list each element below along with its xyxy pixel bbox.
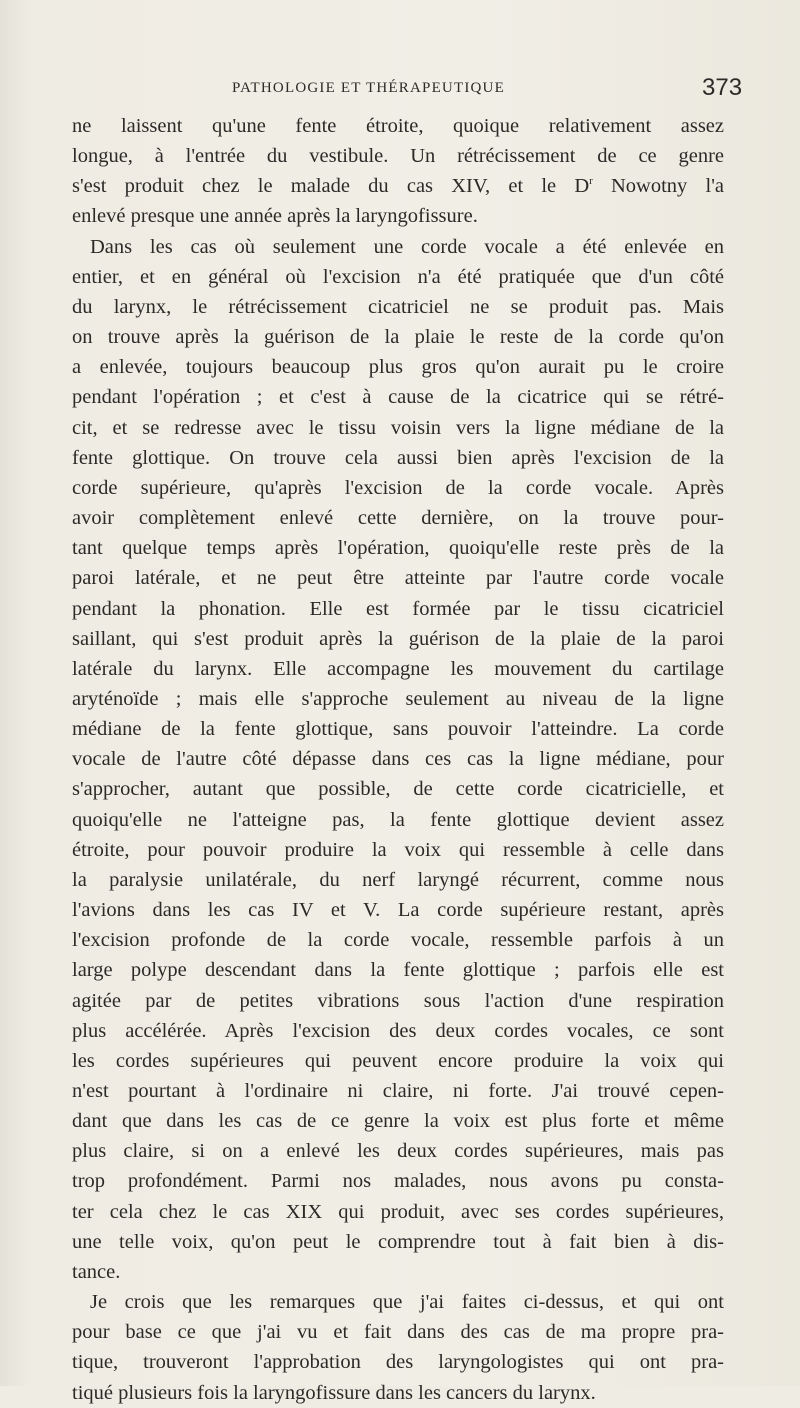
text-line: plus claire, si on a enlevé les deux cordes supérieures, mais pas (72, 1140, 724, 1163)
running-title: PATHOLOGIE ET THÉRAPEUTIQUE (232, 80, 505, 96)
text-line: cit, et se redresse avec le tissu voisin vers la ligne médiane de la (72, 416, 724, 439)
text-fragment: s'est produit chez le malade du cas XIV, et le D (72, 175, 590, 198)
text-line: quoiqu'elle ne l'atteigne pas, la fente glottique devient assez (72, 808, 724, 831)
text-line: ter cela chez le cas XIX qui produit, avec ses cordes supérieures, (72, 1200, 724, 1223)
text-line: entier, et en général où l'excision n'a été pratiquée que d'un côté (72, 265, 724, 288)
body-text (72, 111, 724, 1408)
page-number: 373 (702, 74, 743, 101)
text-line: fente glottique. On trouve cela aussi bien après l'excision de la (72, 446, 724, 469)
text-line: agitée par de petites vibrations sous l'action d'une respiration (72, 989, 724, 1012)
text-line: paroi latérale, et ne peut être atteinte par l'autre corde vocale (72, 567, 724, 590)
text-line: étroite, pour pouvoir produire la voix qui ressemble à celle dans (72, 838, 724, 861)
text-line: saillant, qui s'est produit après la guérison de la plaie de la paroi (72, 627, 724, 650)
text-line: pour base ce que j'ai vu et fait dans des cas de ma propre pra- (72, 1321, 724, 1344)
text-line: tique, trouveront l'approbation des laryngologistes qui ont pra- (72, 1351, 724, 1374)
text-line: vocale de l'autre côté dépasse dans ces cas la ligne médiane, pour (72, 748, 724, 771)
text-line: Dans les cas où seulement une corde vocale a été enlevée en (90, 235, 724, 258)
page-header (0, 76, 800, 106)
text-line: plus accélérée. Après l'excision des deux cordes vocales, ce sont (72, 1019, 724, 1042)
text-line: tiqué plusieurs fois la laryngofissure dans les cancers du larynx. (72, 1381, 596, 1404)
text-line: corde supérieure, qu'après l'excision de la corde vocale. Après (72, 476, 724, 499)
text-line: les cordes supérieures qui peuvent encore produire la voix qui (72, 1049, 724, 1072)
text-line: médiane de la fente glottique, sans pouvoir l'atteindre. La corde (72, 718, 724, 741)
text-line: dant que dans les cas de ce genre la voix est plus forte et même (72, 1110, 724, 1133)
text-line: enlevé presque une année après la laryngofissure. (72, 205, 478, 228)
text-line: s'approcher, autant que possible, de cette corde cicatricielle, et (72, 778, 724, 801)
text-line: pendant la phonation. Elle est formée par le tissu cicatriciel (72, 597, 724, 620)
text-line: l'avions dans les cas IV et V. La corde supérieure restant, après (72, 899, 724, 922)
superscript: r (589, 175, 593, 188)
text-line: trop profondément. Parmi nos malades, nous avons pu consta- (72, 1170, 724, 1193)
text-line: la paralysie unilatérale, du nerf laryngé récurrent, comme nous (72, 868, 724, 891)
text-line (72, 171, 724, 201)
text-fragment: Nowotny l'a (592, 175, 724, 198)
text-line: l'excision profonde de la corde vocale, ressemble parfois à un (72, 929, 724, 952)
text-line: tant quelque temps après l'opération, quoiqu'elle reste près de la (72, 537, 724, 560)
text-line: avoir complètement enlevé cette dernière, on la trouve pour- (72, 507, 724, 530)
text-line: a enlevée, toujours beaucoup plus gros qu'on aurait pu le croire (72, 356, 724, 379)
text-line: pendant l'opération ; et c'est à cause de la cicatrice qui se rétré- (72, 386, 724, 409)
text-line: large polype descendant dans la fente glottique ; parfois elle est (72, 959, 724, 982)
text-line: longue, à l'entrée du vestibule. Un rétrécissement de ce genre (72, 145, 724, 168)
text-line: tance. (72, 1260, 121, 1283)
text-line: Je crois que les remarques que j'ai faites ci-dessus, et qui ont (90, 1291, 724, 1314)
text-line: on trouve après la guérison de la plaie le reste de la corde qu'on (72, 326, 724, 349)
text-line: une telle voix, qu'on peut le comprendre tout à fait bien à dis- (72, 1230, 724, 1253)
text-line: n'est pourtant à l'ordinaire ni claire, ni forte. J'ai trouvé cepen- (72, 1080, 724, 1102)
text-line: du larynx, le rétrécissement cicatriciel ne se produit pas. Mais (72, 295, 724, 318)
text-line: aryténoïde ; mais elle s'approche seulement au niveau de la ligne (72, 687, 724, 710)
text-line: latérale du larynx. Elle accompagne les mouvement du cartilage (72, 657, 724, 680)
text-line: ne laissent qu'une fente étroite, quoique relativement assez (72, 115, 724, 137)
